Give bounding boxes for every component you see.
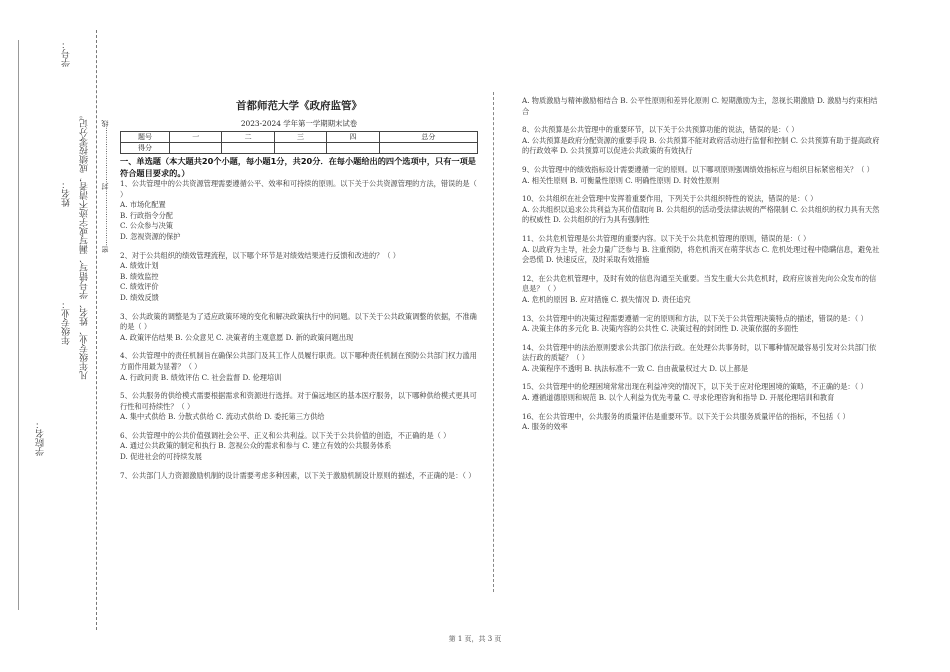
name-label: 姓名： bbox=[62, 180, 72, 207]
exam-subtitle: 2023-2024 学年第一学期期末试卷 bbox=[240, 119, 358, 128]
question-option[interactable]: A. 集中式供给 B. 分散式供给 C. 流动式供给 D. 委托第三方供给 bbox=[120, 412, 325, 422]
question-stem: 4、公共管理中的责任机制旨在确保公共部门及其工作人员履行职责。以下哪种责任机制在预防公共部门权力滥用方面作用最为显著？（ ） bbox=[120, 351, 477, 371]
question-option[interactable]: B. 绩效监控 bbox=[120, 271, 159, 281]
question-stem: 14、公共管理中的法治原则要求公共部门依法行政。在处理公共事务时，以下哪种情况最容易引发对公共部门依法行政的质疑？（ ） bbox=[522, 342, 877, 363]
question bbox=[522, 125, 882, 157]
score-header-cell: 二 bbox=[222, 132, 274, 143]
question bbox=[522, 194, 882, 226]
question-stem: 9、公共管理中的绩效指标设计需要遵循一定的原则。以下哪项原则强调绩效指标应与组织目标紧密相关？（ ） bbox=[522, 164, 874, 174]
score-header-cell: 三 bbox=[274, 132, 326, 143]
score-row bbox=[121, 143, 478, 154]
score-cell[interactable] bbox=[379, 143, 477, 154]
question-option[interactable]: A. 决策主体的多元化 B. 决策内容的公共性 C. 决策过程的封闭性 D. 决策依据的多面性 bbox=[522, 324, 799, 334]
question bbox=[120, 431, 478, 463]
left-column bbox=[120, 156, 478, 489]
question bbox=[522, 165, 882, 186]
school-label: 学院名： bbox=[36, 420, 46, 456]
question-stem: 2、对于公共组织的绩效管理流程，以下哪个环节是对绩效结果进行反馈和改进的？（ ） bbox=[120, 250, 400, 260]
question-option[interactable]: D. 绩效反馈 bbox=[120, 292, 159, 302]
question bbox=[120, 471, 478, 482]
page-footer: 第 1 页，共 3 页 bbox=[448, 635, 502, 643]
question bbox=[120, 312, 478, 344]
question-stem: 3、公共政策的调整是为了适应政策环境的变化和解决政策执行中的问题。以下关于公共政策调整的依据，不准确的是（ ） bbox=[120, 311, 477, 332]
score-header-cell: 题号 bbox=[121, 132, 170, 143]
seal-line-inner bbox=[18, 40, 19, 610]
question-option[interactable]: A. 服务的效率 bbox=[522, 422, 568, 432]
question-option[interactable]: A. 绩效计划 bbox=[120, 261, 159, 271]
question bbox=[522, 234, 882, 266]
question bbox=[522, 96, 882, 117]
question-option[interactable]: A. 公共预算是政府分配资源的重要手段 B. 公共预算不能对政府活动进行监督和控制 C. 公共预算有助于提高政府的行政效率 D. 公共预算可以促进公共政策的有效执行 bbox=[522, 135, 880, 156]
question-stem: 15、公共管理中的伦理困境常常出现在利益冲突的情况下，以下关于应对伦理困境的策略，不正确的是：（ ） bbox=[522, 382, 868, 392]
question bbox=[120, 351, 478, 383]
question-option[interactable]: A. 行政问责 B. 绩效评估 C. 社会监督 D. 伦理培训 bbox=[120, 372, 282, 382]
question-option[interactable]: B. 行政指令分配 bbox=[120, 210, 173, 220]
question bbox=[120, 179, 478, 243]
question-stem: 11、公共危机管理是公共管理的重要内容。以下关于公共危机管理的原则，错误的是：（ ） bbox=[522, 233, 811, 243]
section-heading: 一、单选题（本大题共20个小题，每小题1分，共20分．在每小题给出的四个选项中，只有一项是符合题目要求的。） bbox=[120, 156, 476, 178]
question bbox=[522, 343, 882, 375]
question-stem: 13、公共管理中的决策过程需要遵循一定的原则和方法，以下关于公共管理决策特点的描述，错误的是：（ ） bbox=[522, 313, 868, 323]
question-option[interactable]: C. 绩效评价 bbox=[120, 282, 159, 292]
question-option[interactable]: A. 政策评估结果 B. 公众意见 C. 决策者的主观意愿 D. 新的政策问题出现 bbox=[120, 332, 354, 342]
score-header-cell: 一 bbox=[170, 132, 222, 143]
question-stem: 16、在公共管理中，公共服务的质量评估是重要环节。以下关于公共服务质量评估的指标，不包括（ ） bbox=[522, 411, 850, 421]
column-divider bbox=[493, 92, 494, 592]
question bbox=[120, 391, 478, 423]
question-option[interactable]: A. 相关性原则 B. 可衡量性原则 C. 明确性原则 D. 时效性原则 bbox=[522, 175, 720, 185]
score-header-row bbox=[121, 132, 478, 143]
score-cell[interactable] bbox=[274, 143, 326, 154]
question-stem: 7、公共部门人力资源激励机制的设计需要考虑多种因素，以下关于激励机制设计原则的描述，不正确的是：（ ） bbox=[120, 470, 476, 480]
question-stem: 6、公共管理中的公共价值强调社会公平、正义和公共利益。以下关于公共价值的创造，不正确的是（ ） bbox=[120, 430, 451, 440]
question bbox=[522, 412, 882, 433]
question-stem: 12、在公共危机管理中，及时有效的信息沟通至关重要。当发生重大公共危机时，政府应该首先向公众发布的信息是？（ ） bbox=[522, 273, 877, 294]
score-header-cell: 总分 bbox=[379, 132, 477, 143]
question bbox=[522, 314, 882, 335]
right-question-list bbox=[522, 96, 882, 433]
question-stem: 8、公共预算是公共管理中的重要环节，以下关于公共预算功能的说法，错误的是：（ ） bbox=[522, 125, 799, 135]
question bbox=[120, 251, 478, 304]
question-stem: 1、公共管理中的公共资源管理需要遵循公平、效率和可持续的原则。以下关于公共资源管理的方法，错误的是（ ） bbox=[120, 179, 477, 199]
exam-title: 首都师范大学《政府监管》 bbox=[236, 100, 362, 112]
question bbox=[522, 382, 882, 403]
binding-margin bbox=[0, 0, 118, 672]
seal-line-outer bbox=[96, 30, 97, 630]
question-option[interactable]: A. 市场化配置 bbox=[120, 200, 166, 210]
question-option[interactable]: D. 忽视资源的保护 bbox=[120, 231, 181, 241]
question-option[interactable]: D. 促进社会的可持续发展 bbox=[120, 452, 202, 462]
question-option[interactable]: A. 危机的原因 B. 应对措施 C. 损失情况 D. 责任追究 bbox=[522, 294, 691, 304]
score-cell[interactable] bbox=[170, 143, 222, 154]
question-option[interactable]: A. 物质激励与精神激励相结合 B. 公平性原则和差异化原则 C. 短期激励为主，忽视长期激励 D. 激励与约束相结合 bbox=[522, 96, 878, 116]
question-option[interactable]: A. 以政府为主导，社会力量广泛参与 B. 注重预防，将危机消灭在萌芽状态 C. 危机处理过程中隐瞒信息，避免社会恐慌 D. 快速反应，及时采取有效措施 bbox=[522, 244, 880, 265]
score-cell[interactable] bbox=[327, 143, 379, 154]
seal-notice: 凡年级专业、姓名、学号错写、漏写或字迹不清者，成绩按零分记。 bbox=[80, 110, 90, 380]
score-cell[interactable] bbox=[222, 143, 274, 154]
score-table bbox=[120, 131, 478, 154]
question-option[interactable]: A. 公共组织以追求公共利益为其价值取向 B. 公共组织的活动受法律法规的严格限制 C. 公共组织的权力具有天然的权威性 D. 公共组织的行为具有强制性 bbox=[522, 204, 880, 225]
question-option[interactable]: A. 遵循道德原则和规范 B. 以个人利益为优先考量 C. 寻求伦理咨询和指导 D. 开展伦理培训和教育 bbox=[522, 393, 835, 403]
question bbox=[522, 274, 882, 306]
score-row-label: 得分 bbox=[121, 143, 170, 154]
right-column bbox=[522, 96, 882, 441]
student-id-label: 学号： bbox=[62, 40, 72, 67]
seal-marker: 密……………………封……………………线 bbox=[101, 120, 109, 253]
score-header-cell: 四 bbox=[327, 132, 379, 143]
question-stem: 10、公共组织在社会管理中发挥着重要作用，下列关于公共组织特性的说法，错误的是：（ ） bbox=[522, 194, 818, 204]
question-option[interactable]: A. 通过公共政策的制定和执行 B. 忽视公众的需求和参与 C. 建立有效的公共服务体系 bbox=[120, 441, 392, 451]
question-option[interactable]: C. 公众参与决策 bbox=[120, 221, 173, 231]
question-stem: 5、公共服务的供给模式需要根据需求和资源进行选择。对于偏远地区的基本医疗服务，以下哪种供给模式更具可行性和可持续性？（ ） bbox=[120, 391, 477, 411]
question-option[interactable]: A. 决策程序不透明 B. 执法标准不一致 C. 自由裁量权过大 D. 以上都是 bbox=[522, 363, 749, 373]
grade-major-label: 年级专业： bbox=[62, 300, 72, 345]
left-question-list bbox=[120, 179, 478, 481]
